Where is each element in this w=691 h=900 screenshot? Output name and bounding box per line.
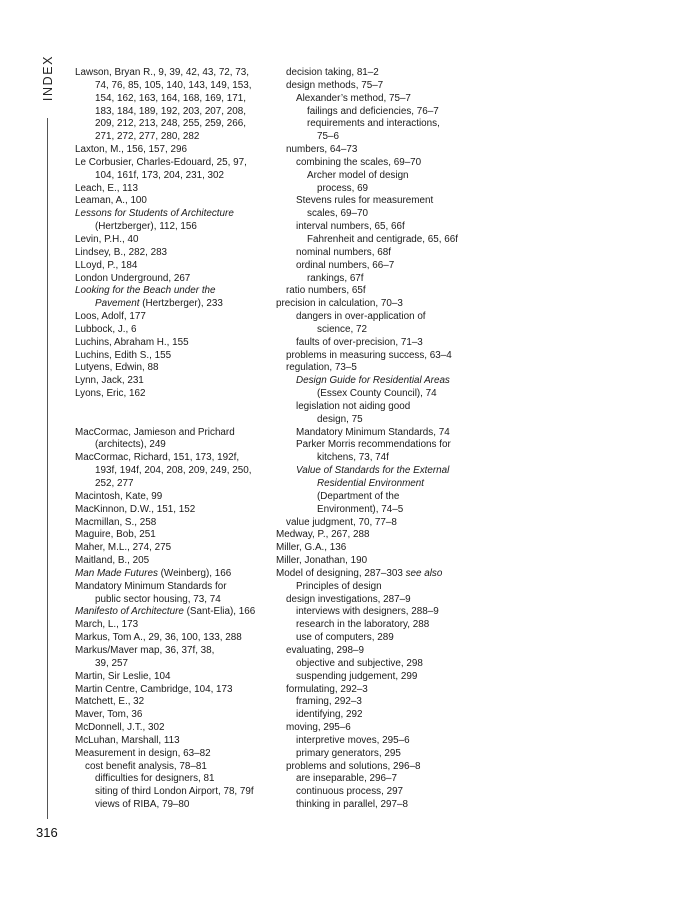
index-entry bbox=[75, 684, 275, 697]
index-entry-text: public sector housing, 73, 74 bbox=[95, 593, 221, 605]
index-entry bbox=[75, 439, 275, 452]
index-entry bbox=[276, 606, 476, 619]
index-entry bbox=[276, 619, 476, 632]
index-entry-text: Principles of design bbox=[296, 580, 382, 592]
index-entry bbox=[75, 799, 275, 812]
index-entry bbox=[276, 748, 476, 761]
index-entry-text: Loos, Adolf, 177 bbox=[75, 311, 146, 323]
index-entry-text: failings and deficiencies, 76–7 bbox=[307, 105, 439, 117]
index-entry bbox=[276, 106, 476, 119]
index-entry-text: McDonnell, J.T., 302 bbox=[75, 722, 165, 734]
index-entry-title: Value of Standards for the External bbox=[296, 465, 450, 477]
index-entry-text: Levin, P.H., 40 bbox=[75, 233, 139, 245]
index-entry-text: process, 69 bbox=[317, 182, 369, 194]
index-entry-text: value judgment, 70, 77–8 bbox=[286, 516, 397, 528]
index-entry bbox=[276, 504, 476, 517]
running-head bbox=[40, 54, 56, 102]
index-entry-text: Lindsey, B., 282, 283 bbox=[75, 246, 168, 258]
index-entry-text: Medway, P., 267, 288 bbox=[276, 529, 370, 541]
index-entry bbox=[75, 658, 275, 671]
index-entry bbox=[276, 761, 476, 774]
index-entry-text: 183, 184, 189, 192, 203, 207, 208, bbox=[95, 105, 246, 117]
index-entry bbox=[276, 144, 476, 157]
index-entry-text: Maver, Tom, 36 bbox=[75, 709, 143, 721]
index-entry bbox=[75, 144, 275, 157]
index-entry bbox=[276, 645, 476, 658]
index-entry-text: nominal numbers, 68f bbox=[296, 246, 391, 258]
index-entry bbox=[276, 67, 476, 80]
index-entry bbox=[75, 773, 275, 786]
index-entry bbox=[75, 786, 275, 799]
index-entry-text: continuous process, 297 bbox=[296, 786, 404, 798]
letter-group-gap bbox=[75, 401, 275, 427]
index-entry bbox=[75, 106, 275, 119]
index-entry-title: Design Guide for Residential Areas bbox=[296, 375, 450, 387]
index-entry bbox=[276, 684, 476, 697]
index-cross-reference: see also bbox=[405, 567, 443, 579]
index-entry-text: Mandatory Minimum Standards for bbox=[75, 580, 227, 592]
index-entry bbox=[75, 465, 275, 478]
index-entry-text: dangers in over-application of bbox=[296, 311, 426, 323]
index-entry bbox=[75, 632, 275, 645]
index-entry bbox=[75, 427, 275, 440]
index-entry bbox=[75, 594, 275, 607]
index-entry bbox=[75, 619, 275, 632]
index-entry-text: regulation, 73–5 bbox=[286, 362, 357, 374]
index-entry bbox=[276, 195, 476, 208]
index-entry-text: Le Corbusier, Charles-Edouard, 25, 97, bbox=[75, 156, 247, 168]
index-entry-title: Manifesto of Architecture bbox=[75, 606, 184, 618]
index-entry-text: faults of over-precision, 71–3 bbox=[296, 336, 423, 348]
index-entry bbox=[276, 311, 476, 324]
index-entry-title: Looking for the Beach under the bbox=[75, 285, 216, 297]
index-entry-text: Mandatory Minimum Standards, 74 bbox=[296, 426, 450, 438]
index-entry-text: Leach, E., 113 bbox=[75, 182, 138, 194]
index-entry bbox=[276, 221, 476, 234]
index-entry bbox=[75, 324, 275, 337]
index-entry-text: design methods, 75–7 bbox=[286, 79, 384, 91]
index-entry bbox=[75, 735, 275, 748]
index-entry-text: scales, 69–70 bbox=[307, 208, 368, 220]
index-entry bbox=[75, 491, 275, 504]
index-entry bbox=[276, 260, 476, 273]
index-entry-text: design investigations, 287–9 bbox=[286, 593, 411, 605]
index-column-right bbox=[276, 67, 476, 812]
index-entry bbox=[276, 427, 476, 440]
index-entry-text: (Department of the bbox=[317, 490, 400, 502]
index-entry bbox=[276, 375, 476, 388]
index-entry bbox=[276, 234, 476, 247]
index-entry-text: Measurement in design, 63–82 bbox=[75, 747, 211, 759]
index-entry bbox=[276, 414, 476, 427]
index-entry bbox=[276, 157, 476, 170]
index-entry-text: 193f, 194f, 204, 208, 209, 249, 250, bbox=[95, 465, 252, 477]
index-entry bbox=[276, 529, 476, 542]
index-entry bbox=[276, 478, 476, 491]
index-entry-text: 75–6 bbox=[317, 131, 339, 143]
index-entry-text: evaluating, 298–9 bbox=[286, 644, 364, 656]
index-entry-text: suspending judgement, 299 bbox=[296, 670, 418, 682]
index-entry-text: Alexander’s method, 75–7 bbox=[296, 92, 411, 104]
index-entry bbox=[75, 568, 275, 581]
index-entry bbox=[276, 542, 476, 555]
index-entry-text: Fahrenheit and centigrade, 65, 66f bbox=[307, 233, 458, 245]
index-entry-text: interviews with designers, 288–9 bbox=[296, 606, 439, 618]
index-entry-text: McLuhan, Marshall, 113 bbox=[75, 734, 180, 746]
index-entry-text: are inseparable, 296–7 bbox=[296, 773, 398, 785]
index-entry bbox=[276, 131, 476, 144]
index-entry-text: Miller, G.A., 136 bbox=[276, 542, 347, 554]
index-entry bbox=[75, 722, 275, 735]
index-entry-text: Markus/Maver map, 36, 37f, 38, bbox=[75, 644, 215, 656]
index-entry-text: problems in measuring success, 63–4 bbox=[286, 349, 452, 361]
index-entry-text: combining the scales, 69–70 bbox=[296, 156, 422, 168]
index-entry-text: Parker Morris recommendations for bbox=[296, 439, 451, 451]
index-entry bbox=[276, 735, 476, 748]
index-entry bbox=[75, 67, 275, 80]
index-entry-text: legislation not aiding good bbox=[296, 400, 411, 412]
index-entry-text: Lutyens, Edwin, 88 bbox=[75, 362, 159, 374]
index-entry-text: Matchett, E., 32 bbox=[75, 696, 145, 708]
index-entry bbox=[276, 799, 476, 812]
index-entry bbox=[276, 247, 476, 260]
index-entry bbox=[75, 247, 275, 260]
index-entry-text: (architects), 249 bbox=[95, 439, 166, 451]
index-column-left bbox=[75, 67, 275, 812]
index-entry bbox=[75, 234, 275, 247]
index-entry-text: (Sant-Elia), 166 bbox=[183, 606, 256, 618]
index-entry-text: Macmillan, S., 258 bbox=[75, 516, 157, 528]
index-entry-text: thinking in parallel, 297–8 bbox=[296, 799, 408, 811]
index-entry-text: Stevens rules for measurement bbox=[296, 195, 434, 207]
index-entry bbox=[75, 529, 275, 542]
index-entry-text: Martin Centre, Cambridge, 104, 173 bbox=[75, 683, 233, 695]
index-entry bbox=[75, 761, 275, 774]
index-entry-text: Archer model of design bbox=[307, 169, 409, 181]
index-entry-text: problems and solutions, 296–8 bbox=[286, 760, 421, 772]
index-entry-text: ordinal numbers, 66–7 bbox=[296, 259, 395, 271]
index-entry-text: Laxton, M., 156, 157, 296 bbox=[75, 144, 187, 156]
index-entry-text: Lubbock, J., 6 bbox=[75, 323, 137, 335]
index-entry-text: precision in calculation, 70–3 bbox=[276, 298, 403, 310]
index-entry-text: Miller, Jonathan, 190 bbox=[276, 555, 368, 567]
index-entry-text: (Essex County Council), 74 bbox=[317, 388, 437, 400]
index-entry bbox=[276, 465, 476, 478]
index-entry bbox=[276, 671, 476, 684]
index-entry bbox=[75, 273, 275, 286]
index-entry bbox=[276, 362, 476, 375]
index-entry bbox=[75, 298, 275, 311]
index-entry bbox=[75, 195, 275, 208]
index-entry bbox=[276, 401, 476, 414]
index-entry bbox=[276, 658, 476, 671]
index-entry bbox=[276, 773, 476, 786]
index-entry bbox=[276, 337, 476, 350]
index-entry-text: interval numbers, 65, 66f bbox=[296, 221, 405, 233]
index-entry-text: Maitland, B., 205 bbox=[75, 555, 150, 567]
index-entry bbox=[75, 80, 275, 93]
index-entry bbox=[276, 350, 476, 363]
index-entry bbox=[75, 93, 275, 106]
index-entry-text: Maguire, Bob, 251 bbox=[75, 529, 156, 541]
index-entry-text: Lynn, Jack, 231 bbox=[75, 375, 144, 387]
index-entry bbox=[276, 709, 476, 722]
index-entry-text: kitchens, 73, 74f bbox=[317, 452, 389, 464]
index-entry-text: decision taking, 81–2 bbox=[286, 67, 379, 78]
index-entry-text: 39, 257 bbox=[95, 657, 128, 669]
index-entry-text: moving, 295–6 bbox=[286, 722, 351, 734]
index-entry bbox=[75, 208, 275, 221]
index-entry-text: 104, 161f, 173, 204, 231, 302 bbox=[95, 169, 225, 181]
index-entry-text: siting of third London Airport, 78, 79f bbox=[95, 786, 254, 798]
index-entry bbox=[75, 478, 275, 491]
index-entry bbox=[75, 645, 275, 658]
index-entry bbox=[75, 221, 275, 234]
index-entry-text: (Hertzberger), 112, 156 bbox=[95, 221, 197, 233]
index-entry bbox=[276, 118, 476, 131]
index-entry bbox=[276, 452, 476, 465]
index-entry-text: Markus, Tom A., 29, 36, 100, 133, 288 bbox=[75, 632, 242, 644]
index-entry bbox=[75, 709, 275, 722]
page-number: 316 bbox=[36, 825, 58, 840]
index-entry bbox=[75, 555, 275, 568]
index-entry-text: use of computers, 289 bbox=[296, 632, 394, 644]
index-entry-text: interpretive moves, 295–6 bbox=[296, 734, 410, 746]
index-entry-text: Martin, Sir Leslie, 104 bbox=[75, 670, 171, 682]
index-entry-text: Model of designing, 287–303 bbox=[276, 567, 406, 579]
index-entry bbox=[75, 517, 275, 530]
index-entry bbox=[276, 298, 476, 311]
index-entry bbox=[276, 517, 476, 530]
index-entry-text: primary generators, 295 bbox=[296, 747, 401, 759]
index-entry-title: Residential Environment bbox=[317, 478, 425, 489]
index-entry bbox=[75, 388, 275, 401]
index-entry-text: MacCormac, Jamieson and Prichard bbox=[75, 426, 235, 438]
index-entry-text: research in the laboratory, 288 bbox=[296, 619, 430, 631]
index-entry-text: London Underground, 267 bbox=[75, 272, 191, 284]
index-entry bbox=[75, 581, 275, 594]
index-entry bbox=[276, 273, 476, 286]
index-entry-text: framing, 292–3 bbox=[296, 696, 362, 708]
index-entry bbox=[276, 93, 476, 106]
index-entry-text: Lyons, Eric, 162 bbox=[75, 388, 146, 400]
index-entry-text: March, L., 173 bbox=[75, 619, 139, 631]
margin-rule bbox=[47, 118, 48, 819]
index-entry bbox=[276, 439, 476, 452]
index-entry-text: requirements and interactions, bbox=[307, 118, 440, 130]
index-entry bbox=[75, 260, 275, 273]
index-entry bbox=[75, 542, 275, 555]
index-entry bbox=[276, 324, 476, 337]
index-entry-text: design, 75 bbox=[317, 413, 363, 425]
index-entry bbox=[75, 375, 275, 388]
index-entry bbox=[276, 555, 476, 568]
index-entry-text: Macintosh, Kate, 99 bbox=[75, 490, 163, 502]
index-entry-text: Lawson, Bryan R., 9, 39, 42, 43, 72, 73, bbox=[75, 67, 250, 78]
index-entry bbox=[75, 285, 275, 298]
index-entry bbox=[75, 118, 275, 131]
index-entry-text: MacCormac, Richard, 151, 173, 192f, bbox=[75, 452, 240, 464]
index-entry-text: Luchins, Edith S., 155 bbox=[75, 349, 172, 361]
index-entry-text: 271, 272, 277, 280, 282 bbox=[95, 131, 200, 143]
index-entry bbox=[75, 696, 275, 709]
index-entry bbox=[276, 632, 476, 645]
index-entry-text: Maher, M.L., 274, 275 bbox=[75, 542, 172, 554]
index-entry bbox=[276, 170, 476, 183]
index-entry-text: 74, 76, 85, 105, 140, 143, 149, 153, bbox=[95, 79, 252, 91]
index-entry-text: numbers, 64–73 bbox=[286, 144, 358, 156]
index-entry-text: cost benefit analysis, 78–81 bbox=[85, 760, 207, 772]
index-entry-text: MacKinnon, D.W., 151, 152 bbox=[75, 503, 196, 515]
index-entry-text: Leaman, A., 100 bbox=[75, 195, 147, 207]
index-entry bbox=[75, 671, 275, 684]
index-entry-text: (Hertzberger), 233 bbox=[139, 298, 223, 310]
index-entry bbox=[75, 311, 275, 324]
index-entry bbox=[75, 504, 275, 517]
index-entry bbox=[276, 568, 476, 581]
index-entry-title: Lessons for Students of Architecture bbox=[75, 208, 234, 220]
index-entry bbox=[75, 748, 275, 761]
index-entry bbox=[75, 362, 275, 375]
index-entry bbox=[276, 491, 476, 504]
index-entry-title: Man Made Futures bbox=[75, 567, 158, 579]
index-entry-text: Luchins, Abraham H., 155 bbox=[75, 336, 189, 348]
index-entry-text: 154, 162, 163, 164, 168, 169, 171, bbox=[95, 92, 246, 104]
index-entry bbox=[276, 388, 476, 401]
index-entry-text: rankings, 67f bbox=[307, 272, 364, 284]
index-entry-text: formulating, 292–3 bbox=[286, 683, 368, 695]
index-entry bbox=[276, 80, 476, 93]
index-entry-text: difficulties for designers, 81 bbox=[95, 773, 215, 785]
index-entry bbox=[75, 350, 275, 363]
index-entry bbox=[276, 285, 476, 298]
index-entry bbox=[276, 696, 476, 709]
index-entry-text: 252, 277 bbox=[95, 478, 134, 489]
index-entry bbox=[276, 183, 476, 196]
index-entry bbox=[75, 606, 275, 619]
index-entry-text: science, 72 bbox=[317, 323, 367, 335]
index-entry-title: Pavement bbox=[95, 298, 140, 310]
index-entry bbox=[75, 452, 275, 465]
index-entry-text: LLoyd, P., 184 bbox=[75, 259, 138, 271]
index-entry bbox=[276, 786, 476, 799]
index-entry-text: objective and subjective, 298 bbox=[296, 657, 423, 669]
running-head-label: INDEX bbox=[41, 54, 55, 102]
index-entry bbox=[75, 170, 275, 183]
index-entry-text: identifying, 292 bbox=[296, 709, 363, 721]
index-entry bbox=[75, 131, 275, 144]
index-entry bbox=[276, 581, 476, 594]
index-entry bbox=[75, 157, 275, 170]
index-entry bbox=[276, 594, 476, 607]
index-entry-text: (Weinberg), 166 bbox=[157, 567, 232, 579]
index-entry bbox=[75, 183, 275, 196]
index-entry-text: 209, 212, 213, 248, 255, 259, 266, bbox=[95, 118, 246, 130]
index-entry-text: ratio numbers, 65f bbox=[286, 285, 366, 297]
index-entry-text: Environment), 74–5 bbox=[317, 503, 404, 515]
index-entry bbox=[276, 722, 476, 735]
index-entry-text: views of RIBA, 79–80 bbox=[95, 799, 190, 811]
index-entry bbox=[276, 208, 476, 221]
index-entry bbox=[75, 337, 275, 350]
